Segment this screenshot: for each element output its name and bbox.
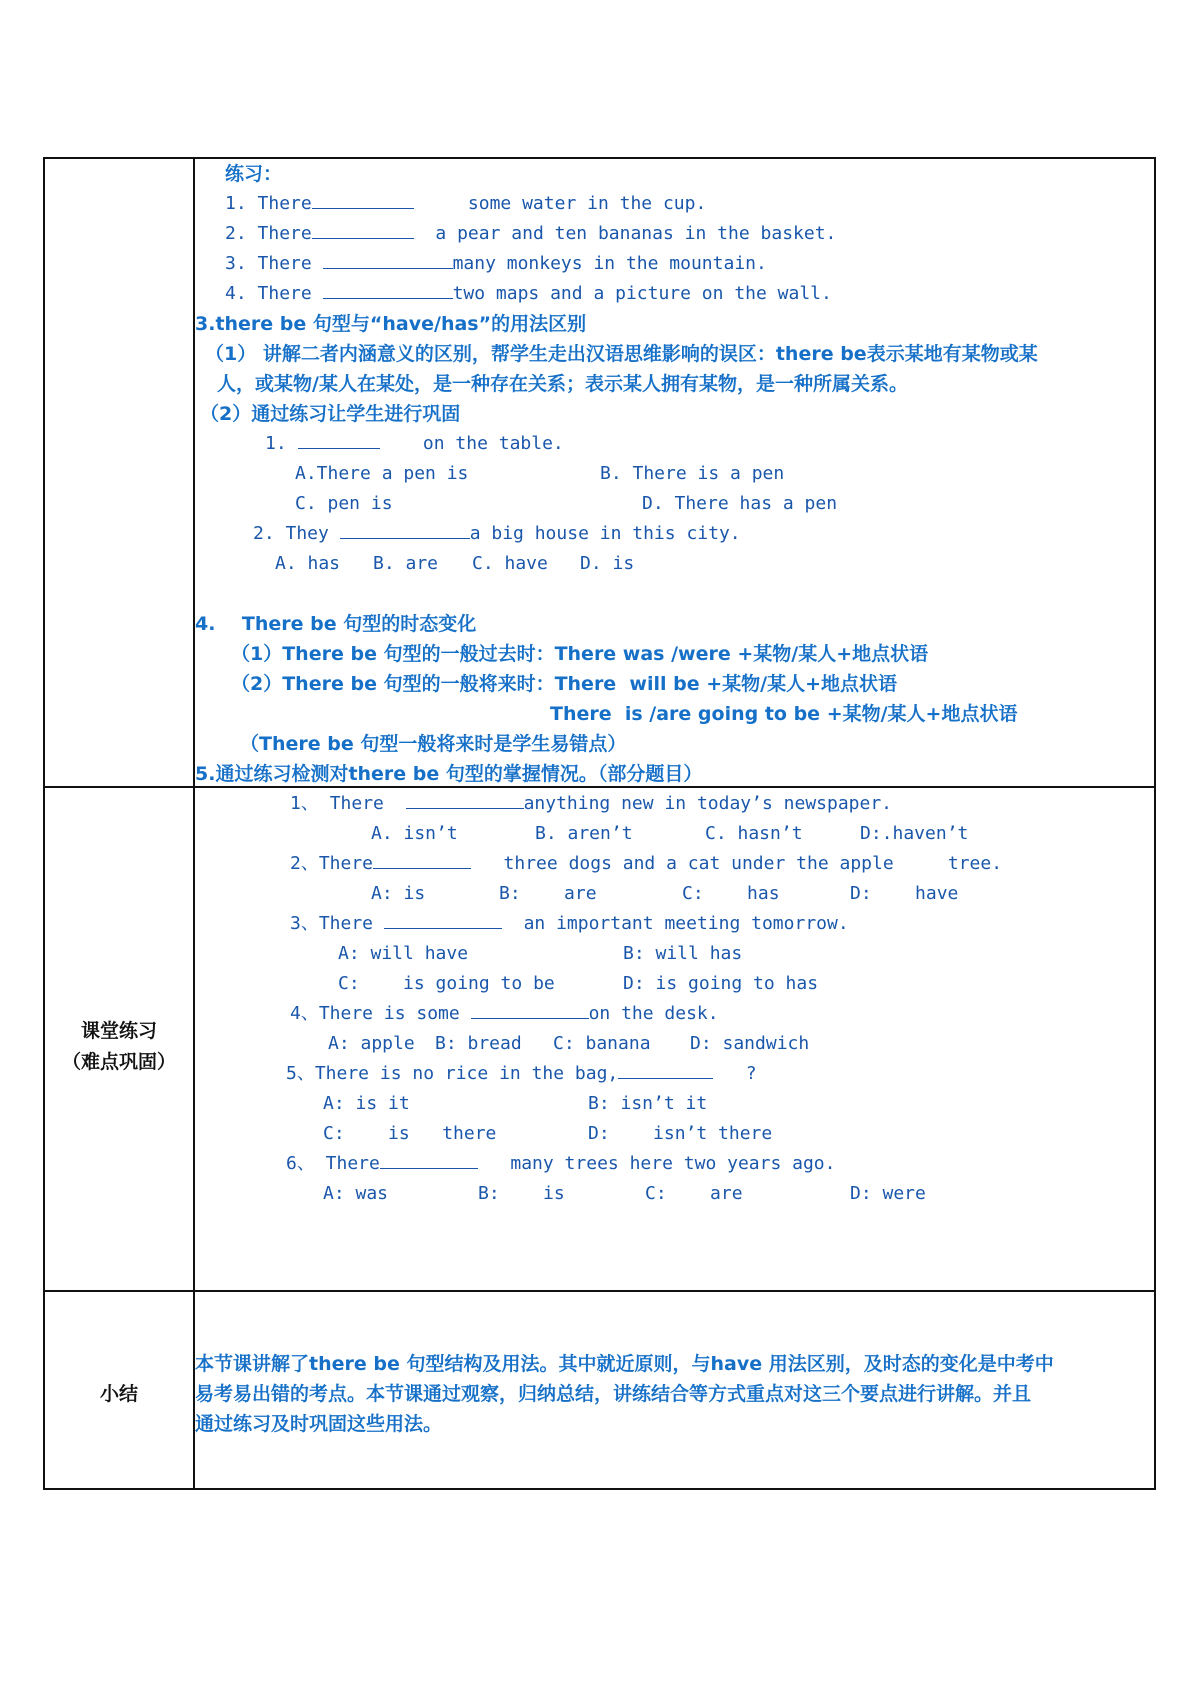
option-a: A.There a pen is (295, 463, 469, 484)
option-c: C: are (645, 1183, 743, 1204)
row-label-classroom-practice (45, 1016, 193, 1078)
option-d: D: were (850, 1183, 926, 1204)
question-line: 2、There three dogs and a cat under the apple tree. (290, 849, 1002, 879)
summary-line: 易考易出错的考点。本节课通过观察，归纳总结，讲练结合等方式重点对这三个要点进行讲解。并且 (195, 1383, 1032, 1405)
option-c: C. have (472, 553, 548, 574)
option-c: C: has (682, 883, 780, 904)
option-b: B: will has (623, 943, 743, 964)
exercise-line: 3. There many monkeys in the mountain. (225, 249, 767, 279)
tense-line: There is /are going to be +某物/某人+地点状语 (550, 703, 1018, 725)
section-heading: 4. There be 句型的时态变化 (195, 613, 477, 635)
option-d: D. There has a pen (642, 493, 838, 514)
option-b: B: isn’t it (588, 1093, 708, 1114)
row-divider (45, 1290, 1154, 1292)
exercise-line: 4. There two maps and a picture on the wall. (225, 279, 832, 309)
question-line: 3、There an important meeting tomorrow. (290, 909, 849, 939)
option-b: B. There is a pen (600, 463, 785, 484)
label-line: 课堂练习 (80, 1020, 157, 1042)
option-d: D: sandwich (690, 1033, 810, 1054)
practice-title: 练习： (225, 163, 283, 185)
summary-line: 本节课讲解了there be 句型结构及用法。其中就近原则，与have 用法区别，及时态的变化是中考中 (195, 1353, 1054, 1375)
option-b: B. aren’t (535, 823, 633, 844)
option-c: C. hasn’t (705, 823, 803, 844)
option-c: C. pen is (295, 493, 393, 514)
option-d: D:.haven’t (860, 823, 969, 844)
option-d: D: is going to has (623, 973, 819, 994)
option-c: C: banana (553, 1033, 651, 1054)
option-c: C: is going to be (338, 973, 555, 994)
paragraph-line: （1） 讲解二者内涵意义的区别，帮学生走出汉语思维影响的误区：there be表示某地有某物或某 (205, 343, 1038, 365)
section-heading: 3.there be 句型与“have/has”的用法区别 (195, 313, 587, 335)
option-b: B: are (499, 883, 597, 904)
option-a: A: will have (338, 943, 469, 964)
exercise-line: 2. There a pear and ten bananas in the basket. (225, 219, 836, 249)
option-d: D: isn’t there (588, 1123, 773, 1144)
note-line: （There be 句型一般将来时是学生易错点） (240, 733, 627, 755)
paragraph-line: 人，或某物/某人在某处，是一种存在关系；表示某人拥有某物，是一种所属关系。 (217, 373, 908, 395)
question-line: 2. They a big house in this city. (253, 519, 741, 549)
option-a: A: was (323, 1183, 389, 1204)
column-divider (193, 159, 195, 1488)
question-line: 1. on the table. (265, 429, 564, 459)
lesson-plan-table (43, 157, 1156, 1490)
question-line: 5、There is no rice in the bag, ? (286, 1059, 757, 1089)
label-line: （难点巩固） (61, 1051, 176, 1073)
section-heading: 5.通过练习检测对there be 句型的掌握情况。（部分题目） (195, 763, 703, 785)
option-a: A: is (371, 883, 426, 904)
option-c: C: is there (323, 1123, 497, 1144)
summary-line: 通过练习及时巩固这些用法。 (195, 1413, 443, 1435)
question-line: 4、There is some on the desk. (290, 999, 719, 1029)
question-line: 6、 There many trees here two years ago. (286, 1149, 835, 1179)
option-a: A: apple (328, 1033, 415, 1054)
tense-line: （1）There be 句型的一般过去时：There was /were +某物/某人+地点状语 (231, 643, 929, 665)
tense-line: （2）There be 句型的一般将来时：There will be +某物/某人+地点状语 (231, 673, 898, 695)
option-b: B: bread (435, 1033, 522, 1054)
option-a: A: is it (323, 1093, 410, 1114)
row-label-summary: 小结 (99, 1383, 138, 1405)
option-b: B. are (373, 553, 439, 574)
option-a: A. isn’t (371, 823, 458, 844)
option-b: B: is (478, 1183, 565, 1204)
option-d: D. is (580, 553, 635, 574)
paragraph-line: （2）通过练习让学生进行巩固 (200, 403, 461, 425)
question-line: 1、 There anything new in today’s newspaper. (290, 789, 892, 819)
exercise-line: 1. There some water in the cup. (225, 189, 706, 219)
option-a: A. has (275, 553, 341, 574)
option-d: D: have (850, 883, 959, 904)
